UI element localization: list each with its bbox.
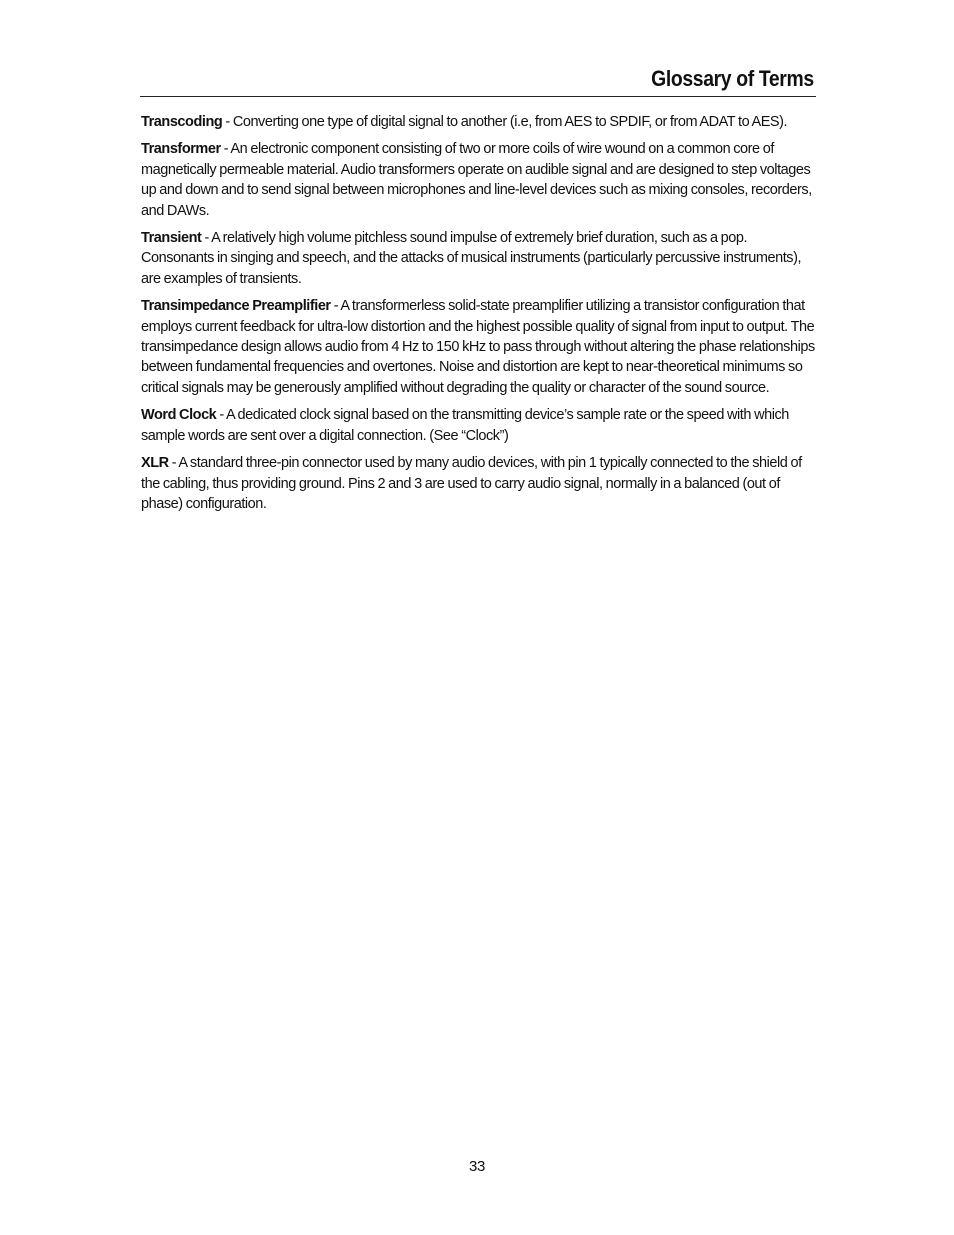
- term-separator: -: [201, 230, 212, 247]
- term-separator: -: [220, 141, 231, 158]
- glossary-definition: A transformerless solid-state preamplifier utilizing a transistor configuration that employs current feedback for ultra-low distortion and the highest possible quality of signal from input to output. The transimpedance design allows audio from 4 Hz to 150 kHz to pass through without altering the phase relationships between fundamental frequencies and overtones. Noise and distortion are kept to near-theoretical minimums so critical signals may be generously amplified without degrading the quality or character of the sound source.: [141, 298, 815, 396]
- term-separator: -: [222, 114, 233, 130]
- term-separator: -: [216, 407, 227, 424]
- glossary-term: Transformer: [141, 141, 221, 158]
- page-header: [140, 62, 816, 97]
- glossary-term: Transimpedance Preamplifier: [141, 298, 331, 315]
- glossary-definition: A dedicated clock signal based on the transmitting device’s sample rate or the speed with which sample words are sent over a digital connection. (See “Clock”): [141, 407, 789, 444]
- term-separator: -: [330, 298, 341, 315]
- glossary-entry-transformer: [141, 139, 817, 221]
- glossary-definition: An electronic component consisting of two or more coils of wire wound on a common core of magnetically permeable material. Audio transformers operate on audible signal and are designed to step voltages up and down and to send signal between microphones and line-level devices such as mixing consoles, recorders, and DAWs.: [141, 141, 812, 219]
- page-title: Glossary of Terms: [651, 66, 814, 91]
- glossary-definition: A standard three-pin connector used by many audio devices, with pin 1 typically connected to the shield of the cabling, thus providing ground. Pins 2 and 3 are used to carry audio signal, normally in a balanced (out of phase) configuration.: [141, 455, 802, 512]
- glossary-definition: Converting one type of digital signal to another (i.e, from AES to SPDIF, or from ADAT to AES).: [232, 114, 788, 130]
- term-separator: -: [168, 455, 179, 472]
- glossary-term: Transient: [141, 230, 202, 247]
- glossary-entry-transient: [141, 228, 817, 289]
- glossary-entry-transcoding: [141, 112, 817, 132]
- glossary-definition: A relatively high volume pitchless sound impulse of extremely brief duration, such as a pop. Consonants in singing and speech, and the attacks of musical instruments (particularly percussive instruments), are examples of transients.: [141, 230, 802, 287]
- page-number: 33: [468, 1158, 486, 1175]
- glossary-list: [141, 112, 817, 521]
- glossary-entry-xlr: [141, 453, 817, 514]
- glossary-term: XLR: [141, 455, 169, 472]
- glossary-term: Transcoding: [141, 114, 223, 130]
- glossary-entry-transimpedance-preamplifier: [141, 296, 817, 398]
- glossary-entry-word-clock: [141, 405, 817, 446]
- glossary-term: Word Clock: [141, 407, 217, 424]
